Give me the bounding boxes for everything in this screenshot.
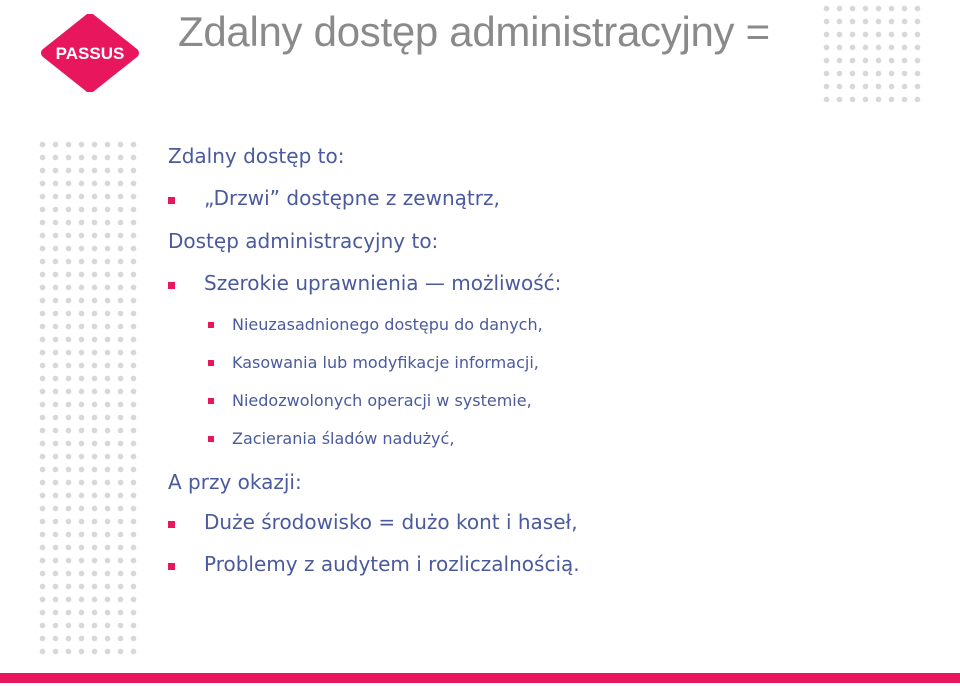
dot-pattern-right [820, 2, 924, 102]
list-item: Duże środowisko = dużo kont i haseł, [204, 510, 578, 534]
sub-list-item: Zacierania śladów nadużyć, [232, 429, 455, 448]
passus-logo [38, 14, 142, 92]
slide-title: Zdalny dostęp administracyjny = [178, 8, 770, 55]
list-item: „Drzwi” dostępne z zewnątrz, [204, 186, 500, 210]
logo-text: PASSUS [55, 44, 125, 63]
bullet-square [168, 282, 175, 289]
bullet-square-small [208, 322, 214, 328]
bullet-square [168, 521, 175, 528]
list-item: Szerokie uprawnienia — możliwość: [204, 271, 562, 295]
sub-list-item: Niedozwolonych operacji w systemie, [232, 391, 532, 410]
footer-accent-bar [0, 673, 960, 683]
logo-badge [38, 14, 142, 92]
bullet-square-small [208, 360, 214, 366]
sub-list-item: Nieuzasadnionego dostępu do danych, [232, 315, 543, 334]
sub-list-item: Kasowania lub modyfikacje informacji, [232, 353, 539, 372]
bullet-square [168, 563, 175, 570]
list-item: Problemy z audytem i rozliczalnością. [204, 552, 580, 576]
bullet-square-small [208, 436, 214, 442]
dot-pattern-left [36, 138, 142, 660]
bullet-square [168, 197, 175, 204]
list-item-heading: Dostęp administracyjny to: [168, 229, 439, 253]
bullet-square-small [208, 398, 214, 404]
list-item-heading: Zdalny dostęp to: [168, 144, 345, 168]
list-item-heading: A przy okazji: [168, 470, 302, 494]
